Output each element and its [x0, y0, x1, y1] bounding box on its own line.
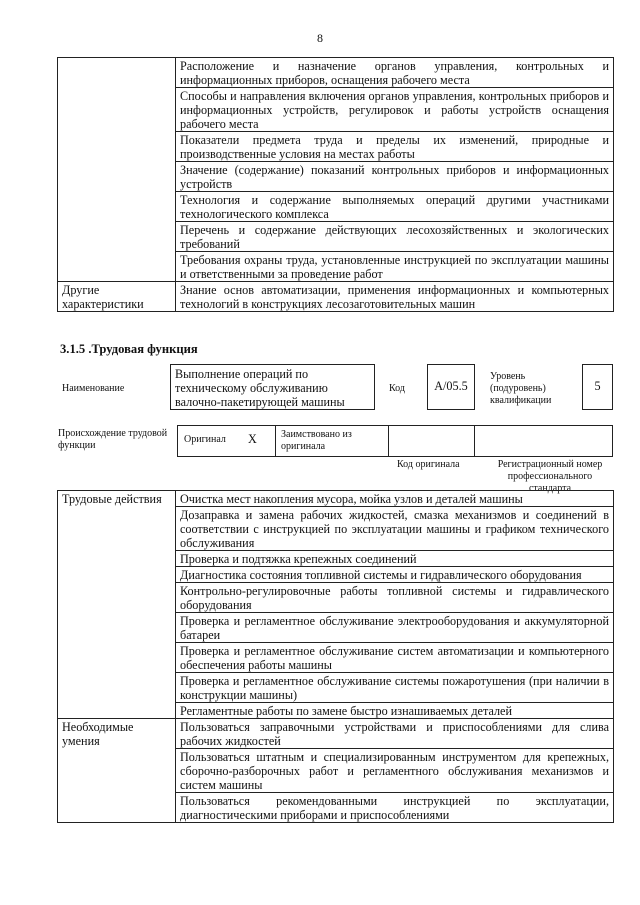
row-text: Перечень и содержание действующих лесохозяйственных и экологических требований: [176, 222, 614, 252]
row-text: Значение (содержание) показаний контрольных приборов и информационных устройств: [176, 162, 614, 192]
level-label: Уровень (подуровень) квалификации: [490, 371, 552, 406]
row-text: Пользоваться штатным и специализированным инструментом для крепежных, сборочно-разборочных работ и регламентного обслуживания механизмов и систем машины: [176, 749, 614, 793]
page-number: 8: [317, 31, 323, 45]
row-text: Контрольно-регулировочные работы топливной системы и гидравлического оборудования: [176, 583, 614, 613]
row-text: Расположение и назначение органов управления, контрольных и информационных приборов, оснащения рабочего места: [176, 58, 614, 88]
row-text: Показатели предмета труда и пределы их изменений, природные и производственные условия на местах работы: [176, 132, 614, 162]
row-text: Дозаправка и замена рабочих жидкостей, смазка механизмов и соединений в соответствии с инструкцией по эксплуатации машины и графиком технического обслуживания: [176, 507, 614, 551]
row-text: Регламентные работы по замене быстро изнашиваемых деталей: [176, 703, 614, 719]
row-text: Пользоваться рекомендованными инструкцией по эксплуатации, диагностическими приборами и приспособлениями: [176, 793, 614, 823]
group-label-actions: Трудовые действия: [58, 491, 176, 719]
row-label-other: Другие характеристики: [58, 282, 176, 312]
row-text: Способы и направления включения органов управления, контрольных приборов и информационных устройств, регулировок и работы устройств оснащения рабочего места: [176, 88, 614, 132]
row-text: Технология и содержание выполняемых операций другими участниками технологического комплекса: [176, 192, 614, 222]
original-mark: X: [248, 432, 257, 446]
row-text: Пользоваться заправочными устройствами и приспособлениями для слива рабочих жидкостей: [176, 719, 614, 749]
reg-number-caption: Регистрационный номер профессионального стандарта: [497, 459, 603, 494]
labor-functions-table: [57, 490, 614, 823]
code-value-box: А/05.5: [427, 364, 475, 410]
row-text: Проверка и регламентное обслуживание систем автоматизации и компьютерного обеспечения работы машины: [176, 643, 614, 673]
origin-label: Происхождение трудовой функции: [58, 428, 168, 451]
origin-box: [177, 425, 613, 457]
row-label-empty: [58, 58, 176, 282]
function-name-box: Выполнение операций по техническому обслуживанию валочно-пакетирующей машины: [170, 364, 375, 410]
origin-divider: [388, 426, 389, 456]
table-row: [58, 491, 614, 507]
borrowed-label: Заимствовано из оригинала: [281, 429, 352, 452]
original-label: Оригинал: [184, 434, 226, 445]
code-original-caption: Код оригинала: [397, 459, 460, 470]
row-text: Проверка и подтяжка крепежных соединений: [176, 551, 614, 567]
name-label: Наименование: [62, 383, 125, 394]
row-text: Очистка мест накопления мусора, мойка узлов и деталей машины: [176, 491, 614, 507]
row-text: Диагностика состояния топливной системы и гидравлического оборудования: [176, 567, 614, 583]
origin-divider: [275, 426, 276, 456]
table-row: [58, 719, 614, 749]
row-text: Проверка и регламентное обслуживание системы пожаротушения (при наличии в конструкции машины): [176, 673, 614, 703]
section-title: 3.1.5 .Трудовая функция: [60, 342, 198, 356]
table-row: [58, 282, 614, 312]
table-row: [58, 58, 614, 88]
origin-divider: [474, 426, 475, 456]
row-text: Знание основ автоматизации, применения информационных и компьютерных технологий в конструкциях лесозаготовительных машин: [176, 282, 614, 312]
knowledge-table: [57, 57, 614, 312]
level-value-box: 5: [582, 364, 613, 410]
code-label: Код: [389, 383, 405, 394]
group-label-skills: Необходимые умения: [58, 719, 176, 823]
row-text: Проверка и регламентное обслуживание электрооборудования и аккумуляторной батареи: [176, 613, 614, 643]
row-text: Требования охраны труда, установленные инструкцией по эксплуатации машины и ответственными за проведение работ: [176, 252, 614, 282]
